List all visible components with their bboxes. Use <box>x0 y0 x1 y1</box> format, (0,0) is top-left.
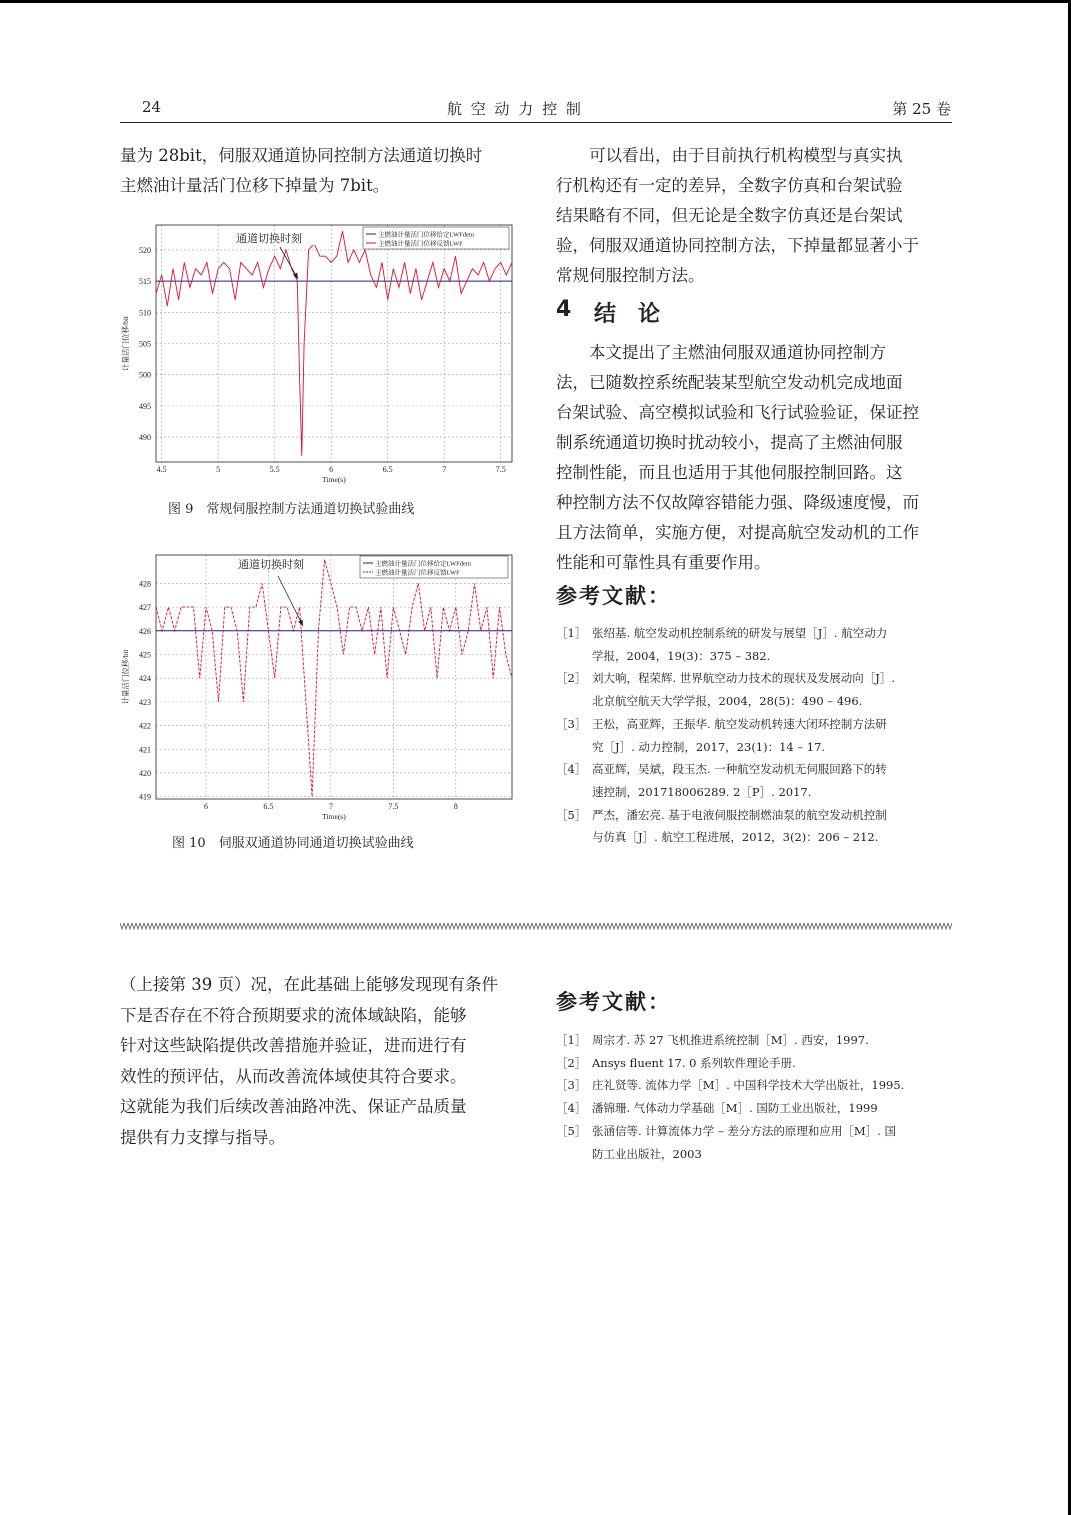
text-line: 性能和可靠性具有重要作用。 <box>556 553 771 572</box>
bottom-references-heading: 参考文献： <box>556 990 671 1014</box>
switch-annotation: 通道切换时刻 <box>238 559 304 571</box>
conclusion-paragraph <box>556 338 956 578</box>
reference-line: 严杰，潘宏亮. 基于电液伺服控制燃油泵的航空发动机控制 <box>592 807 887 822</box>
journal-title: 航 空 动 力 控 制 <box>447 100 583 118</box>
reference-number: ［5］ <box>556 1123 587 1138</box>
left-top-paragraph <box>120 141 520 201</box>
reference-line: 与仿真［J］. 航空工程进展，2012，3(2)：206 – 212. <box>592 830 879 845</box>
y-tick-label: 427 <box>139 603 151 613</box>
article-separator <box>120 922 952 930</box>
reference-item <box>556 758 956 803</box>
header-rule <box>120 122 952 123</box>
text-line: 法，已随数控系统配装某型航空发动机完成地面 <box>556 373 903 392</box>
text-line: 针对这些缺陷提供改善措施并验证，进而进行有 <box>120 1036 467 1055</box>
text-line: 量为 28bit，伺服双通道协同控制方法通道切换时 <box>120 146 483 165</box>
plot-frame <box>156 555 512 799</box>
text-line: 行机构还有一定的差异，全数字仿真和台架试验 <box>556 176 903 195</box>
y-tick-label: 500 <box>139 370 151 380</box>
text-line: 可以看出，由于目前执行机构模型与真实执 <box>589 146 903 165</box>
y-tick-label: 520 <box>139 245 151 255</box>
reference-number: ［2］ <box>556 1055 587 1070</box>
reference-item <box>556 1029 956 1052</box>
text-line: 下是否存在不符合预期要求的流体域缺陷，能够 <box>120 1005 467 1025</box>
y-tick-label: 428 <box>139 579 151 589</box>
y-tick-label: 423 <box>139 697 151 707</box>
reference-number: ［1］ <box>556 1033 587 1047</box>
x-axis-label: Time(s) <box>322 812 346 821</box>
x-tick-label: 4.5 <box>156 465 167 474</box>
x-tick-label: 7 <box>442 465 447 474</box>
text-line: 制系统通道切换时扰动较小，提高了主燃油伺服 <box>556 433 903 452</box>
text-line: 且方法简单，实施方便，对提高航空发动机的工作 <box>556 523 919 542</box>
volume-label: 第 25 卷 <box>892 100 951 118</box>
reference-line: 王松，高亚辉，王振华. 航空发动机转速大闭环控制方法研 <box>592 716 887 731</box>
reference-number: ［1］ <box>556 626 587 640</box>
figure-10-chart <box>120 550 520 822</box>
reference-line: 潘锦珊. 气体动力学基础［M］. 国防工业出版社，1999 <box>592 1101 878 1116</box>
reference-item <box>556 713 956 758</box>
text-line: 效性的预评估，从而改善流体域使其符合要求。 <box>120 1066 467 1086</box>
y-tick-label: 510 <box>139 308 151 318</box>
y-tick-label: 490 <box>139 433 151 443</box>
reference-number: ［3］ <box>556 1078 587 1093</box>
y-tick-label: 422 <box>139 721 151 731</box>
reference-line: 张绍基. 航空发动机控制系统的研发与展望［J］. 航空动力 <box>592 626 888 640</box>
reference-number: ［2］ <box>556 671 587 686</box>
legend-label: 主燃油计量活门位移给定LWFdem <box>378 231 474 239</box>
text-line: 主燃油计量活门位移下掉量为 7bit。 <box>120 176 390 195</box>
switch-annotation: 通道切换时刻 <box>236 233 302 245</box>
x-tick-label: 8 <box>453 802 458 811</box>
text-line: 种控制方法不仅故障容错能力强、降级速度慢，而 <box>556 493 919 512</box>
x-tick-label: 6.5 <box>263 802 274 811</box>
reference-number: ［4］ <box>556 762 587 777</box>
text-line: 结果略有不同，但无论是全数字仿真还是台架试 <box>556 206 903 225</box>
reference-line: 速控制，201718006289. 2［P］. 2017. <box>592 784 812 799</box>
reference-line: 学报，2004，19(3)：375 – 382. <box>592 648 771 663</box>
y-tick-label: 495 <box>139 401 151 411</box>
reference-line: Ansys fluent 17. 0 系列软件理论手册. <box>592 1055 796 1070</box>
x-tick-label: 7.5 <box>495 465 506 474</box>
y-tick-label: 515 <box>139 277 151 287</box>
reference-item <box>556 1120 956 1165</box>
text-line: 这就能为我们后续改善油路冲洗、保证产品质量 <box>120 1097 467 1116</box>
reference-number: ［3］ <box>556 716 587 731</box>
text-line: 提供有力支撑与指导。 <box>120 1127 285 1147</box>
figure-9-chart <box>120 215 520 490</box>
y-tick-label: 421 <box>139 745 151 755</box>
reference-item <box>556 667 956 712</box>
x-tick-label: 5 <box>216 465 221 474</box>
figure-10-caption: 图 10 伺服双通道协同通道切换试验曲线 <box>172 836 414 851</box>
reference-item <box>556 1097 956 1120</box>
reference-line: 庄礼贤等. 流体力学［M］. 中国科学技术大学出版社，1995. <box>592 1078 905 1093</box>
page-frame-top <box>0 0 1071 3</box>
x-tick-label: 5.5 <box>269 465 280 474</box>
x-tick-label: 6 <box>203 802 208 811</box>
y-tick-label: 426 <box>139 626 151 636</box>
reference-number: ［4］ <box>556 1101 587 1116</box>
reference-item <box>556 1074 956 1097</box>
page-number: 24 <box>142 98 162 116</box>
x-tick-label: 7 <box>328 802 333 811</box>
legend-label: 主燃油计量活门位移反馈LWF <box>375 569 460 577</box>
right-top-paragraph <box>556 141 956 291</box>
x-tick-label: 7.5 <box>388 802 399 811</box>
text-line: （上接第 39 页）况，在此基础上能够发现现有条件 <box>120 975 498 994</box>
y-tick-label: 425 <box>139 650 151 660</box>
x-axis-label: Time(s) <box>322 475 346 484</box>
section-number: 4 <box>556 297 572 322</box>
reference-line: 周宗才. 苏 27 飞机推进系统控制［M］. 西安，1997. <box>592 1033 869 1047</box>
legend-label: 主燃油计量活门位移反馈LWF <box>378 240 463 248</box>
reference-item <box>556 1052 956 1075</box>
text-line: 台架试验、高空模拟试验和飞行试验验证，保证控 <box>556 403 919 422</box>
y-tick-label: 420 <box>139 768 151 778</box>
y-axis-label: 计量活门位移/bit <box>121 649 130 705</box>
reference-item <box>556 804 956 849</box>
legend-label: 主燃油计量活门位移给定LWFdem <box>375 560 471 568</box>
references-heading: 参考文献： <box>556 584 671 608</box>
reference-line: 张涵信等. 计算流体力学 – 差分方法的原理和应用［M］. 国 <box>592 1123 896 1138</box>
bottom-reference-list <box>556 1029 956 1165</box>
reference-line: 高亚辉，吴斌，段玉杰. 一种航空发动机无伺服回路下的转 <box>592 762 887 777</box>
text-line: 本文提出了主燃油伺服双通道协同控制方 <box>589 343 886 362</box>
y-tick-label: 419 <box>139 792 151 802</box>
y-axis-label: 计量活门位移/bit <box>121 315 130 372</box>
reference-line: 究［J］. 动力控制，2017，23(1)：14 – 17. <box>592 739 826 754</box>
text-line: 常规伺服控制方法。 <box>556 266 705 285</box>
y-tick-label: 505 <box>139 339 151 349</box>
x-tick-label: 6.5 <box>382 465 393 474</box>
reference-line: 防工业出版社，2003 <box>592 1146 702 1161</box>
section-title: 结 论 <box>594 302 661 327</box>
text-line: 控制性能，而且也适用于其他伺服控制回路。这 <box>556 463 903 482</box>
y-tick-label: 424 <box>139 674 151 684</box>
reference-item <box>556 622 956 667</box>
figure-9-caption: 图 9 常规伺服控制方法通道切换试验曲线 <box>168 502 415 517</box>
continuation-paragraph <box>120 970 520 1153</box>
reference-number: ［5］ <box>556 807 587 822</box>
reference-line: 北京航空航天大学学报，2004，28(5)：490 – 496. <box>592 694 863 709</box>
reference-line: 刘大响，程荣辉. 世界航空动力技术的现状及发展动向［J］. <box>592 671 896 686</box>
x-tick-label: 6 <box>329 465 334 474</box>
text-line: 验，伺服双通道协同控制方法，下掉量都显著小于 <box>556 236 919 255</box>
reference-list <box>556 622 956 849</box>
